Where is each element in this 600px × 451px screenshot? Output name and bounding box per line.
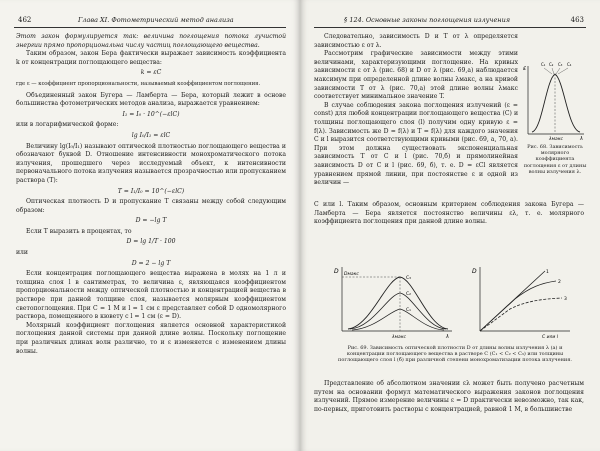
where-eps-text: где ε — коэффициент пропорциональности, называемый коэффициентом поглощения. bbox=[16, 80, 261, 87]
relation-paragraph: Оптическая плотность D и пропускание T связаны между собой следующим образом: bbox=[16, 198, 286, 214]
fig69a-curve-c2 bbox=[350, 293, 446, 329]
figure-68-caption: Рис. 68. Зависимость молярного коэффициента поглощения ε от длины волны излучения λ. bbox=[523, 144, 587, 175]
equation-k: k = εC bbox=[140, 69, 162, 77]
fig68-leader-1 bbox=[544, 68, 552, 74]
fig69a-dmax-label: Dмакс bbox=[344, 272, 359, 277]
figure-68-plot bbox=[522, 60, 588, 140]
right-page-number: 463 bbox=[570, 16, 584, 24]
fig68-curve bbox=[532, 74, 580, 132]
equation-log: lg I₀/I₁ = εlC bbox=[131, 131, 171, 139]
figure-69 bbox=[330, 265, 580, 364]
concentration-paragraph: Если концентрация поглощающего вещества выражена в молях на 1 л и толщина слоя l в сантиметрах, то величина ε, являющаяся коэффициентом пропорциональности между оптической плотностью и концентрацией вещества в растворе при данной толщине слоя, называется молярным коэффициентом светопоглощения. При C = 1 M и l = 1 см ε представляет собой D одномолярного раствора, помещенного в кювету с l = 1 см (ε = D). bbox=[16, 270, 286, 321]
fig69b-line-2 bbox=[480, 281, 556, 331]
left-running-title: Глава XI. Фотометрический метод анализа bbox=[78, 16, 234, 24]
fig69b-label-2: 2 bbox=[558, 280, 561, 285]
fig68-lmax-label: λмакс bbox=[549, 137, 564, 140]
fig69b-label-3: 3 bbox=[564, 297, 567, 302]
fig69b-y-label: D bbox=[472, 268, 477, 275]
fig68-leader-2 bbox=[552, 68, 554, 74]
fig68-series-3: C₃ bbox=[558, 62, 563, 67]
right-page bbox=[300, 0, 600, 451]
right-header-rule bbox=[314, 27, 586, 28]
molar-paragraph: Молярный коэффициент поглощения является основной характеристикой поглощения данной системы при данной длине волны. Поскольку поглощение при различных длинах волн различно, то и ε изменяется с изменением длины волны. bbox=[16, 321, 286, 355]
percent-paragraph: Если T выразить в процентах, то bbox=[26, 227, 132, 235]
fig69a-lmax-label: λмакс bbox=[392, 335, 407, 340]
equation-d-percent: D = lg 1/T · 100 bbox=[126, 238, 176, 246]
dependence-paragraph: Следовательно, зависимость D и T от λ определяется зависимостью ε от λ. bbox=[314, 33, 518, 49]
fig69a-curve-c1 bbox=[352, 309, 444, 330]
left-header-rule bbox=[14, 27, 286, 28]
or-text: или bbox=[16, 249, 28, 257]
equation-bouguer: I₁ = I₀ · 10^(−εlC) bbox=[122, 110, 180, 118]
log-form-text: или в логарифмической форме: bbox=[16, 121, 119, 129]
right-body-top bbox=[314, 33, 518, 188]
fig69b-label-1: 1 bbox=[546, 270, 549, 275]
equation-d2: D = 2 − lg T bbox=[131, 259, 171, 267]
spectrum-paragraph: Рассмотрим графические зависимости между этими величинами, характеризующими поглощение. На кривых зависимости ε от λ (рис. 68) и D от λ (рис. 69,а) наблюдается максимум при определенной длине волны λмакс, а на кривой зависимости T от λ (рис. 70,а) этой длине волны λмакс соответствует минимальное значение T. bbox=[314, 50, 518, 101]
beer-paragraph: Таким образом, закон Бера фактически выражает зависимость коэффициента k от концентрации поглощающего вещества: bbox=[16, 50, 286, 66]
fig69a-x-label: λ bbox=[446, 334, 449, 340]
continuation-paragraph: C или l. Таким образом, основным критерием соблюдения закона Бугера — Ламберта — Бера является постоянство величины ελ, т. е. молярного коэффициента поглощения при данной длине волны. bbox=[314, 201, 584, 226]
optical-density-paragraph: Величину lg(I₀/I₁) называют оптической плотностью поглощающего вещества и обозначают буквой D. Отношение интенсивности монохроматического потока излучения, прошедшего через исследуемый объект, к интенсивности первоначального потока излучения называется прозрачностью или пропусканием раствора (T): bbox=[16, 142, 286, 184]
right-running-title: § 124. Основные законы поглощения излучения bbox=[344, 16, 511, 24]
figure-68 bbox=[522, 60, 588, 175]
fig69b-x-label: C или l bbox=[542, 335, 558, 340]
equation-d-lgt: D = −lg T bbox=[135, 217, 167, 225]
final-paragraph: Представление об абсолютном значении ελ может быть получено расчетным путем на основании формул математического выражения законов поглощения излучений. Прямое измерение величины ε = D практически невозможно, так как, по-первых, приготовить растворы с концентрацией, равной 1 M, в большинстве bbox=[314, 380, 584, 413]
fig69b-line-3 bbox=[480, 298, 562, 331]
figure-69-plot bbox=[330, 265, 580, 341]
left-page-number: 462 bbox=[18, 16, 32, 24]
left-body-text bbox=[16, 33, 286, 356]
fig68-series-1: C₁ bbox=[541, 62, 546, 67]
combined-law-paragraph: Объединенный закон Бугера — Ламберта — Бера, который лежит в основе большинства фотометрических методов анализа, выражается уравнением: bbox=[16, 91, 286, 108]
fig69a-y-label: D bbox=[334, 268, 339, 275]
fig69a-c1-label: C₁ bbox=[406, 308, 411, 313]
right-body-middle bbox=[314, 201, 584, 227]
fig69a-c3-label: C₃ bbox=[406, 276, 411, 281]
right-body-bottom bbox=[314, 380, 584, 414]
equation-transmittance: T = I₁/I₀ = 10^(−εlC) bbox=[117, 187, 185, 195]
fig68-series-4: C₄ bbox=[567, 62, 572, 67]
intro-paragraph: Этот закон формулируется так: величина поглощения потока лучистой энергии прямо пропорциональна числу частиц поглощающего вещества. bbox=[16, 33, 286, 49]
fig69a-curve-c3 bbox=[348, 277, 448, 329]
law-paragraph: В случае соблюдения закона поглощения излучений (ε = const) для любой концентрации поглощающего вещества (C) и толщины поглощающего слоя (l) получим одну кривую ε = f(λ). Зависимость же D = f(λ) и T = f(λ) для каждого значения C и l выразится соответствующими кривыми (рис. 69, а, 70, а). При этом должна существовать экспоненциальная зависимость T от C и l (рис. 70,б) и прямолинейная зависимость D от C и l (рис. 69, б), т. е. D = εCl является уравнением прямой линии, при постоянстве ε и одной из величин — bbox=[314, 101, 518, 187]
fig68-y-label: ε bbox=[523, 65, 527, 72]
fig69a-c2-label: C₂ bbox=[406, 292, 411, 297]
figure-69-caption: Рис. 69. Зависимость оптической плотности D от длины волны излучения λ (а) и концентрации поглощающего вещества в растворе C (C₁ < C₂ < C₃) или толщины поглощающего слоя l (б) при различной степени монохроматизации потока излучения. bbox=[338, 345, 572, 364]
fig68-series-2: C₂ bbox=[549, 62, 554, 67]
fig68-x-label: λ bbox=[580, 136, 583, 140]
